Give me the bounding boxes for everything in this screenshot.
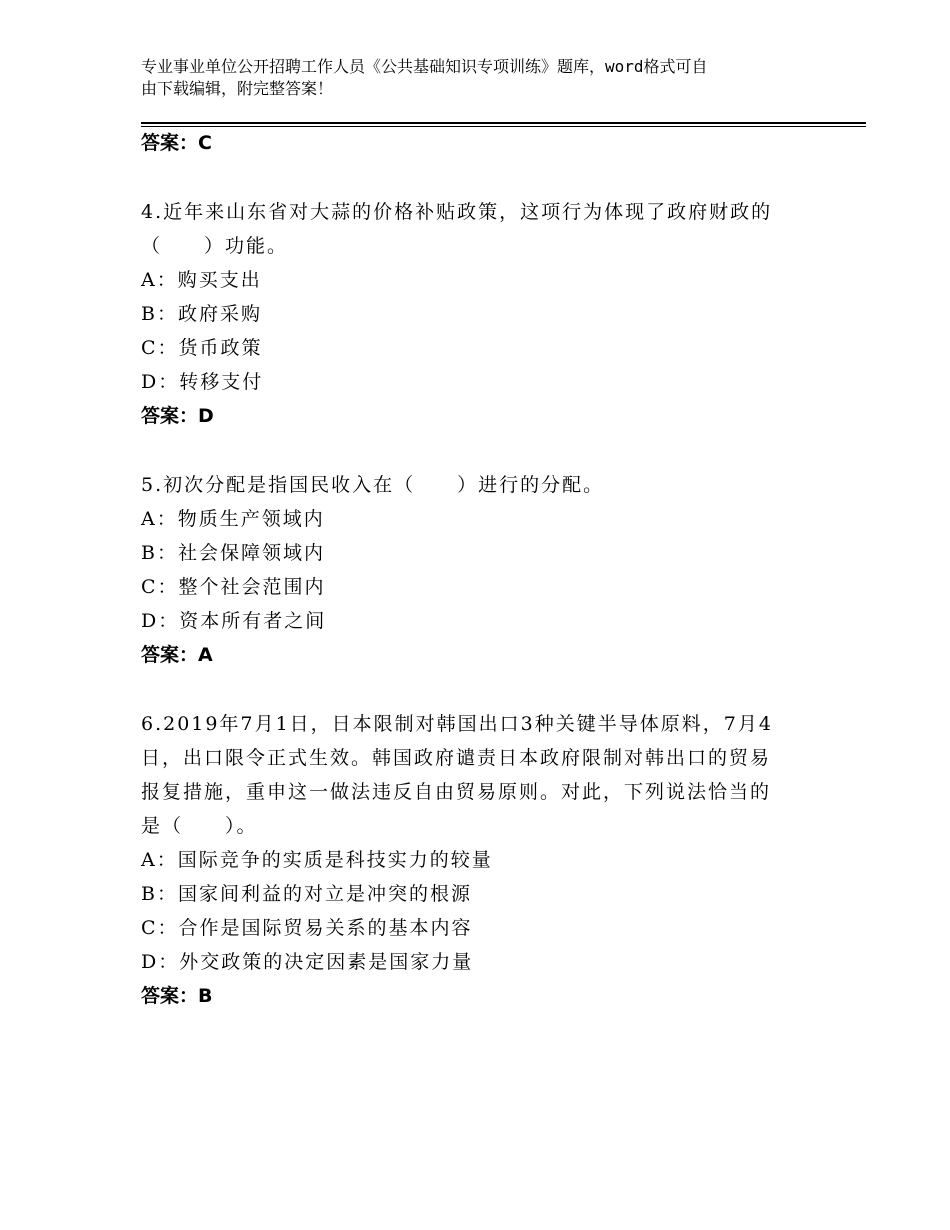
answer-q3: 答案：C (141, 132, 212, 154)
header-line-2: 由下载编辑，附完整答案！ (141, 79, 334, 98)
q4-option-d: D：转移支付 (141, 371, 264, 393)
q6-stem-line-1: 6.2019年7月1日，日本限制对韩国出口3种关键半导体原料，7月4 (141, 713, 773, 735)
q4-option-c: C：货币政策 (141, 337, 263, 359)
answer-q4: 答案：D (141, 405, 214, 427)
page-header (141, 56, 821, 100)
header-rule-thin (141, 126, 866, 127)
q5-option-b: B：社会保障领域内 (141, 542, 325, 564)
q4-option-b: B：政府采购 (141, 303, 262, 325)
q4-stem-line-1: 4.近年来山东省对大蒜的价格补贴政策，这项行为体现了政府财政的 (141, 201, 773, 223)
q4-stem-line-2: （ ）功能。 (141, 235, 289, 257)
answer-q5: 答案：A (141, 644, 213, 666)
q6-option-d: D：外交政策的决定因素是国家力量 (141, 951, 474, 973)
q6-option-b: B：国家间利益的对立是冲突的根源 (141, 883, 472, 905)
q5-option-d: D：资本所有者之间 (141, 610, 327, 632)
header-rule-thick (141, 122, 866, 124)
q5-stem-line-1: 5.初次分配是指国民收入在（ ）进行的分配。 (141, 474, 605, 496)
q6-stem-line-3: 报复措施，重申这一做法违反自由贸易原则。对此，下列说法恰当的 (141, 781, 772, 803)
header-line-1: 专业事业单位公开招聘工作人员《公共基础知识专项训练》题库，word格式可自 (141, 57, 708, 76)
q6-stem-line-2: 日，出口限令正式生效。韩国政府谴责日本政府限制对韩出口的贸易 (141, 747, 772, 769)
q6-stem-line-4: 是（ ）。 (141, 815, 258, 837)
q6-option-c: C：合作是国际贸易关系的基本内容 (141, 917, 473, 939)
answer-q6: 答案：B (141, 985, 213, 1007)
q5-option-c: C：整个社会范围内 (141, 576, 326, 598)
q4-option-a: A：购买支出 (141, 269, 262, 291)
q5-option-a: A：物质生产领域内 (141, 508, 325, 530)
q6-option-a: A：国际竞争的实质是科技实力的较量 (141, 849, 493, 871)
